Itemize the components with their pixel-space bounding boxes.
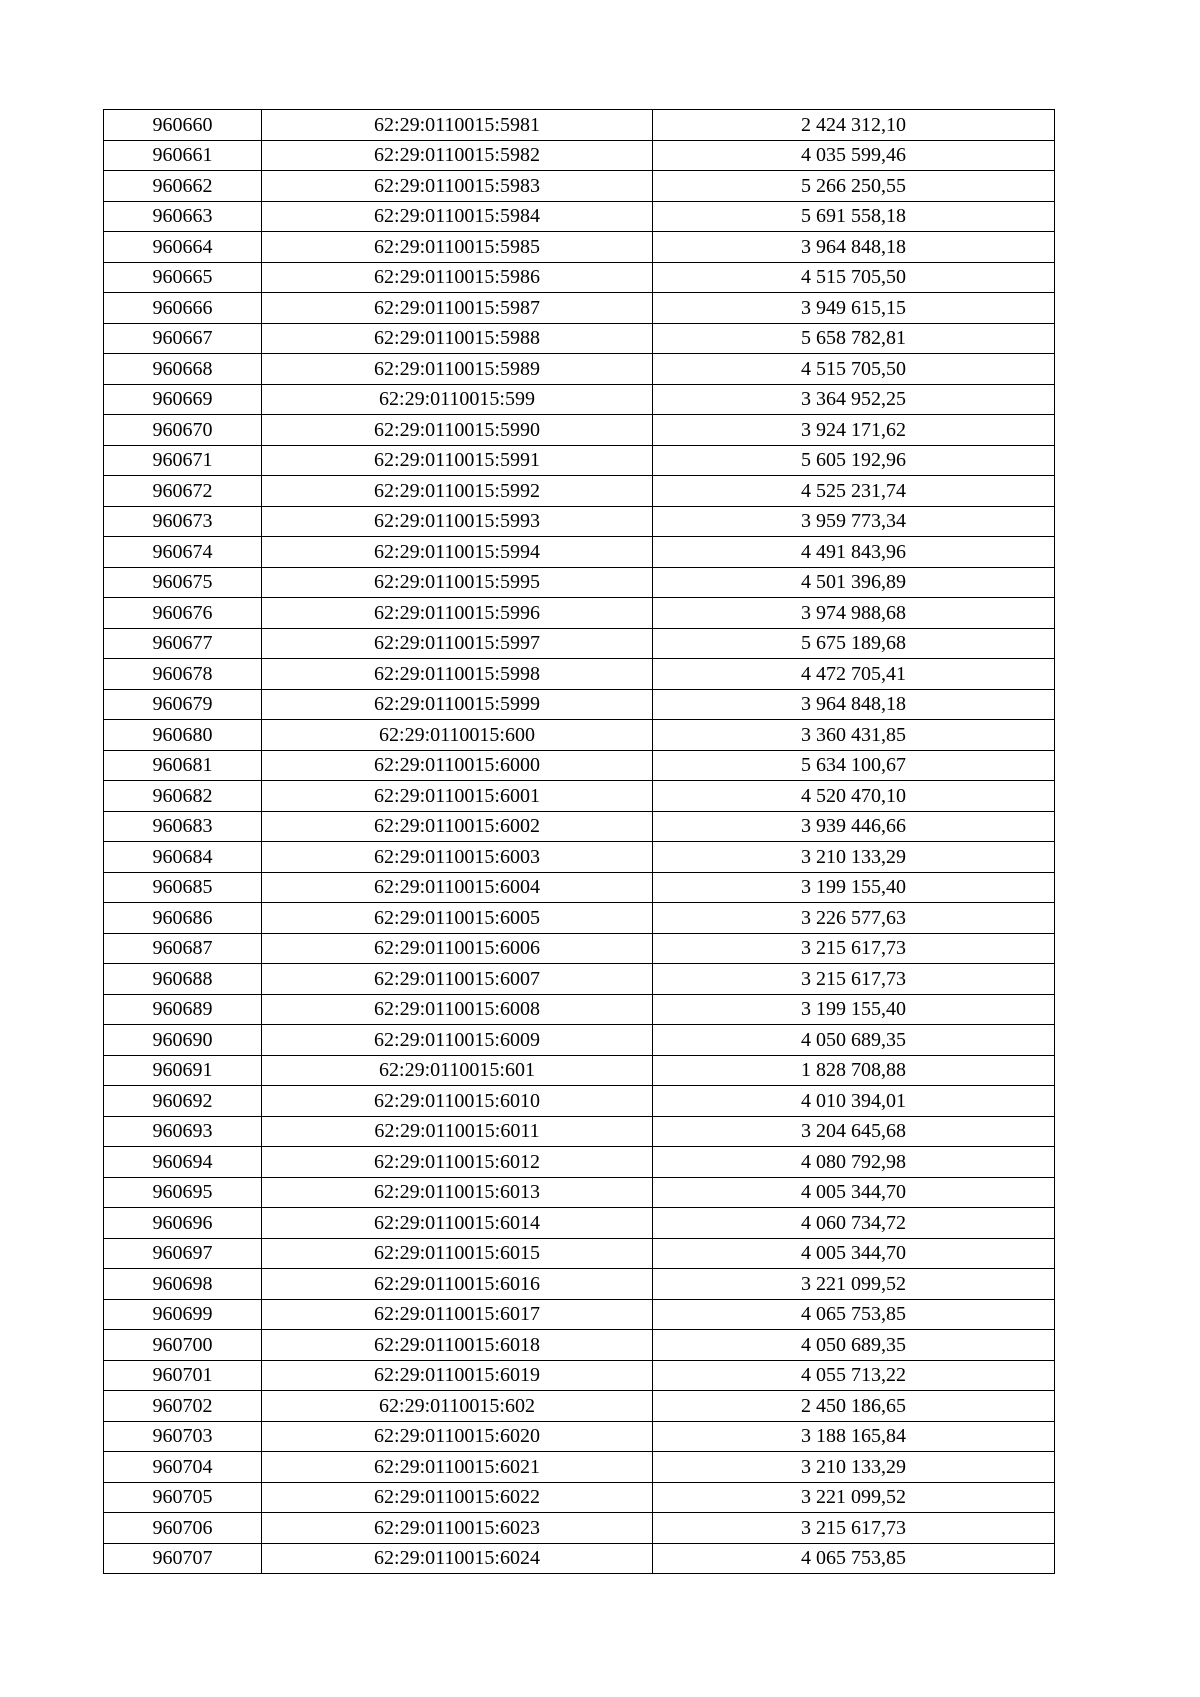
cadastral-value-cell: 4 525 231,74 (653, 476, 1055, 507)
table-row (104, 872, 1055, 903)
cadastral-value-cell: 4 050 689,35 (653, 1330, 1055, 1361)
row-number-cell: 960664 (104, 232, 262, 263)
cadastral-number-cell: 62:29:0110015:6005 (262, 903, 653, 934)
cadastral-value-cell: 3 964 848,18 (653, 689, 1055, 720)
cadastral-value-cell: 4 005 344,70 (653, 1238, 1055, 1269)
cadastral-value-cell: 4 080 792,98 (653, 1147, 1055, 1178)
cadastral-number-cell: 62:29:0110015:600 (262, 720, 653, 751)
table-row (104, 1269, 1055, 1300)
row-number-cell: 960703 (104, 1421, 262, 1452)
table-row (104, 1116, 1055, 1147)
cadastral-number-cell: 62:29:0110015:5995 (262, 567, 653, 598)
cadastral-value-cell: 4 050 689,35 (653, 1025, 1055, 1056)
row-number-cell: 960696 (104, 1208, 262, 1239)
row-number-cell: 960689 (104, 994, 262, 1025)
table-row (104, 1299, 1055, 1330)
table-row (104, 1147, 1055, 1178)
row-number-cell: 960669 (104, 384, 262, 415)
cadastral-number-cell: 62:29:0110015:5983 (262, 171, 653, 202)
table-row (104, 659, 1055, 690)
cadastral-number-cell: 62:29:0110015:5982 (262, 140, 653, 171)
cadastral-number-cell: 62:29:0110015:5984 (262, 201, 653, 232)
table-row (104, 1330, 1055, 1361)
row-number-cell: 960705 (104, 1482, 262, 1513)
table-row (104, 1025, 1055, 1056)
cadastral-number-cell: 62:29:0110015:6006 (262, 933, 653, 964)
table-row (104, 1360, 1055, 1391)
table-row (104, 689, 1055, 720)
table-row (104, 1391, 1055, 1422)
row-number-cell: 960697 (104, 1238, 262, 1269)
cadastral-number-cell: 62:29:0110015:5990 (262, 415, 653, 446)
cadastral-number-cell: 62:29:0110015:5992 (262, 476, 653, 507)
row-number-cell: 960704 (104, 1452, 262, 1483)
cadastral-value-cell: 3 188 165,84 (653, 1421, 1055, 1452)
cadastral-value-cell: 4 010 394,01 (653, 1086, 1055, 1117)
cadastral-number-cell: 62:29:0110015:5998 (262, 659, 653, 690)
cadastral-value-cell: 3 360 431,85 (653, 720, 1055, 751)
row-number-cell: 960685 (104, 872, 262, 903)
cadastral-value-cell: 4 515 705,50 (653, 354, 1055, 385)
table-row (104, 537, 1055, 568)
cadastral-number-cell: 62:29:0110015:6022 (262, 1482, 653, 1513)
table-row (104, 811, 1055, 842)
cadastral-value-cell: 4 520 470,10 (653, 781, 1055, 812)
table-row (104, 964, 1055, 995)
cadastral-value-cell: 5 691 558,18 (653, 201, 1055, 232)
row-number-cell: 960707 (104, 1543, 262, 1574)
row-number-cell: 960706 (104, 1513, 262, 1544)
table-row (104, 1177, 1055, 1208)
table-row (104, 323, 1055, 354)
row-number-cell: 960665 (104, 262, 262, 293)
cadastral-number-cell: 62:29:0110015:6004 (262, 872, 653, 903)
row-number-cell: 960675 (104, 567, 262, 598)
table-row (104, 415, 1055, 446)
table-row (104, 232, 1055, 263)
cadastral-value-cell: 2 424 312,10 (653, 110, 1055, 141)
cadastral-value-cell: 4 065 753,85 (653, 1299, 1055, 1330)
table-row (104, 262, 1055, 293)
cadastral-value-cell: 5 266 250,55 (653, 171, 1055, 202)
cadastral-value-cell: 3 364 952,25 (653, 384, 1055, 415)
cadastral-number-cell: 62:29:0110015:6003 (262, 842, 653, 873)
cadastral-value-cell: 4 005 344,70 (653, 1177, 1055, 1208)
table-row (104, 1452, 1055, 1483)
row-number-cell: 960668 (104, 354, 262, 385)
row-number-cell: 960663 (104, 201, 262, 232)
row-number-cell: 960687 (104, 933, 262, 964)
cadastral-value-cell: 4 472 705,41 (653, 659, 1055, 690)
row-number-cell: 960688 (104, 964, 262, 995)
table-row (104, 567, 1055, 598)
cadastral-number-cell: 62:29:0110015:6017 (262, 1299, 653, 1330)
table-row (104, 110, 1055, 141)
cadastral-number-cell: 62:29:0110015:6010 (262, 1086, 653, 1117)
table-row (104, 1238, 1055, 1269)
table-row (104, 476, 1055, 507)
row-number-cell: 960680 (104, 720, 262, 751)
cadastral-value-cell: 5 675 189,68 (653, 628, 1055, 659)
cadastral-value-cell: 3 215 617,73 (653, 1513, 1055, 1544)
cadastral-number-cell: 62:29:0110015:6009 (262, 1025, 653, 1056)
row-number-cell: 960674 (104, 537, 262, 568)
row-number-cell: 960699 (104, 1299, 262, 1330)
row-number-cell: 960682 (104, 781, 262, 812)
cadastral-number-cell: 62:29:0110015:6000 (262, 750, 653, 781)
cadastral-value-cell: 3 204 645,68 (653, 1116, 1055, 1147)
table-row (104, 354, 1055, 385)
row-number-cell: 960660 (104, 110, 262, 141)
cadastral-number-cell: 62:29:0110015:6023 (262, 1513, 653, 1544)
table-row (104, 994, 1055, 1025)
row-number-cell: 960700 (104, 1330, 262, 1361)
row-number-cell: 960698 (104, 1269, 262, 1300)
table-row (104, 720, 1055, 751)
cadastral-value-cell: 5 605 192,96 (653, 445, 1055, 476)
cadastral-value-cell: 4 491 843,96 (653, 537, 1055, 568)
table-row (104, 750, 1055, 781)
row-number-cell: 960695 (104, 1177, 262, 1208)
row-number-cell: 960672 (104, 476, 262, 507)
cadastral-number-cell: 62:29:0110015:6007 (262, 964, 653, 995)
row-number-cell: 960690 (104, 1025, 262, 1056)
cadastral-number-cell: 62:29:0110015:6001 (262, 781, 653, 812)
cadastral-value-cell: 5 658 782,81 (653, 323, 1055, 354)
cadastral-value-cell: 3 215 617,73 (653, 933, 1055, 964)
row-number-cell: 960683 (104, 811, 262, 842)
row-number-cell: 960702 (104, 1391, 262, 1422)
cadastral-value-cell: 5 634 100,67 (653, 750, 1055, 781)
cadastral-number-cell: 62:29:0110015:5991 (262, 445, 653, 476)
table-row (104, 598, 1055, 629)
cadastral-number-cell: 62:29:0110015:5999 (262, 689, 653, 720)
cadastral-value-cell: 4 035 599,46 (653, 140, 1055, 171)
cadastral-number-cell: 62:29:0110015:5989 (262, 354, 653, 385)
cadastral-number-cell: 62:29:0110015:5987 (262, 293, 653, 324)
table-row (104, 628, 1055, 659)
cadastral-number-cell: 62:29:0110015:6024 (262, 1543, 653, 1574)
table-row (104, 384, 1055, 415)
table-row (104, 1208, 1055, 1239)
cadastral-value-cell: 3 974 988,68 (653, 598, 1055, 629)
row-number-cell: 960684 (104, 842, 262, 873)
row-number-cell: 960686 (104, 903, 262, 934)
cadastral-value-cell: 3 215 617,73 (653, 964, 1055, 995)
cadastral-number-cell: 62:29:0110015:5993 (262, 506, 653, 537)
row-number-cell: 960673 (104, 506, 262, 537)
row-number-cell: 960679 (104, 689, 262, 720)
cadastral-value-cell: 3 939 446,66 (653, 811, 1055, 842)
table-row (104, 903, 1055, 934)
row-number-cell: 960693 (104, 1116, 262, 1147)
cadastral-number-cell: 62:29:0110015:6011 (262, 1116, 653, 1147)
table-row (104, 1513, 1055, 1544)
cadastral-value-cell: 3 949 615,15 (653, 293, 1055, 324)
cadastral-number-cell: 62:29:0110015:6002 (262, 811, 653, 842)
cadastral-number-cell: 62:29:0110015:6021 (262, 1452, 653, 1483)
cadastral-value-cell: 1 828 708,88 (653, 1055, 1055, 1086)
cadastral-number-cell: 62:29:0110015:5988 (262, 323, 653, 354)
table-row (104, 1482, 1055, 1513)
cadastral-value-cell: 4 515 705,50 (653, 262, 1055, 293)
row-number-cell: 960701 (104, 1360, 262, 1391)
table-row (104, 140, 1055, 171)
table-row (104, 781, 1055, 812)
row-number-cell: 960661 (104, 140, 262, 171)
cadastral-value-cell: 2 450 186,65 (653, 1391, 1055, 1422)
row-number-cell: 960692 (104, 1086, 262, 1117)
cadastral-number-cell: 62:29:0110015:6014 (262, 1208, 653, 1239)
cadastral-value-table (103, 109, 1055, 1574)
cadastral-number-cell: 62:29:0110015:6020 (262, 1421, 653, 1452)
cadastral-value-cell: 3 221 099,52 (653, 1269, 1055, 1300)
row-number-cell: 960676 (104, 598, 262, 629)
row-number-cell: 960694 (104, 1147, 262, 1178)
cadastral-value-cell: 4 055 713,22 (653, 1360, 1055, 1391)
cadastral-number-cell: 62:29:0110015:601 (262, 1055, 653, 1086)
cadastral-number-cell: 62:29:0110015:5996 (262, 598, 653, 629)
table-row (104, 1421, 1055, 1452)
cadastral-number-cell: 62:29:0110015:5981 (262, 110, 653, 141)
cadastral-value-cell: 4 065 753,85 (653, 1543, 1055, 1574)
cadastral-number-cell: 62:29:0110015:5994 (262, 537, 653, 568)
cadastral-value-cell: 3 210 133,29 (653, 1452, 1055, 1483)
table-row (104, 201, 1055, 232)
cadastral-value-cell: 4 060 734,72 (653, 1208, 1055, 1239)
cadastral-value-cell: 3 964 848,18 (653, 232, 1055, 263)
cadastral-number-cell: 62:29:0110015:602 (262, 1391, 653, 1422)
table-row (104, 445, 1055, 476)
table-row (104, 293, 1055, 324)
table-row (104, 842, 1055, 873)
cadastral-number-cell: 62:29:0110015:6013 (262, 1177, 653, 1208)
cadastral-number-cell: 62:29:0110015:5985 (262, 232, 653, 263)
row-number-cell: 960678 (104, 659, 262, 690)
cadastral-value-cell: 3 959 773,34 (653, 506, 1055, 537)
row-number-cell: 960691 (104, 1055, 262, 1086)
row-number-cell: 960666 (104, 293, 262, 324)
table-body (104, 110, 1055, 1574)
cadastral-number-cell: 62:29:0110015:6019 (262, 1360, 653, 1391)
table-row (104, 933, 1055, 964)
table-row (104, 171, 1055, 202)
table-row (104, 1055, 1055, 1086)
table-row (104, 506, 1055, 537)
cadastral-value-cell: 3 226 577,63 (653, 903, 1055, 934)
cadastral-value-cell: 3 210 133,29 (653, 842, 1055, 873)
row-number-cell: 960671 (104, 445, 262, 476)
cadastral-number-cell: 62:29:0110015:6015 (262, 1238, 653, 1269)
cadastral-value-cell: 3 924 171,62 (653, 415, 1055, 446)
row-number-cell: 960677 (104, 628, 262, 659)
cadastral-number-cell: 62:29:0110015:6008 (262, 994, 653, 1025)
cadastral-value-cell: 4 501 396,89 (653, 567, 1055, 598)
row-number-cell: 960662 (104, 171, 262, 202)
row-number-cell: 960681 (104, 750, 262, 781)
cadastral-number-cell: 62:29:0110015:5986 (262, 262, 653, 293)
table-row (104, 1086, 1055, 1117)
cadastral-number-cell: 62:29:0110015:5997 (262, 628, 653, 659)
cadastral-number-cell: 62:29:0110015:6018 (262, 1330, 653, 1361)
cadastral-value-cell: 3 221 099,52 (653, 1482, 1055, 1513)
cadastral-value-cell: 3 199 155,40 (653, 872, 1055, 903)
table-row (104, 1543, 1055, 1574)
cadastral-number-cell: 62:29:0110015:599 (262, 384, 653, 415)
cadastral-number-cell: 62:29:0110015:6012 (262, 1147, 653, 1178)
row-number-cell: 960667 (104, 323, 262, 354)
cadastral-number-cell: 62:29:0110015:6016 (262, 1269, 653, 1300)
cadastral-value-cell: 3 199 155,40 (653, 994, 1055, 1025)
row-number-cell: 960670 (104, 415, 262, 446)
